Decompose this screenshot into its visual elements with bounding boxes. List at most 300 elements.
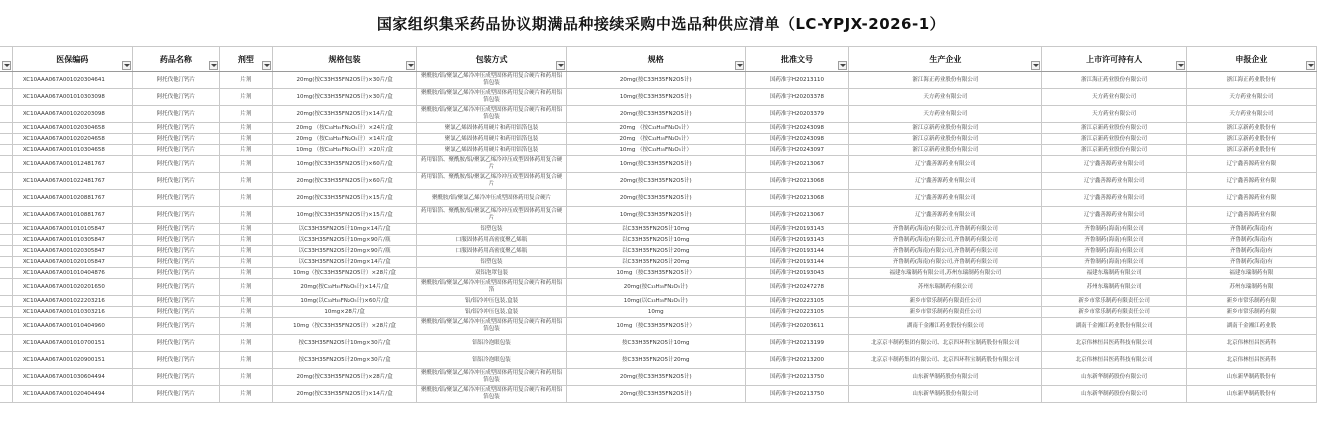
table-row bbox=[0, 369, 1317, 386]
cell-spec-package[interactable]: 20mg(按C₃₃H₃₅FN₂O₅计)×14片/盒 bbox=[272, 279, 417, 296]
cell-approval-no[interactable]: 国药准字H20243098 bbox=[745, 123, 849, 134]
cell-license-holder[interactable]: 齐鲁制药(海南)有限公司 bbox=[1042, 235, 1186, 246]
cell-index[interactable] bbox=[0, 352, 12, 369]
sheet-title: 国家组织集采药品协议期满品种接续采购中选品种供应清单（LC-YPJX-2026-1） bbox=[376, 14, 946, 33]
cell-drug-name[interactable]: 阿托伐他汀钙片 bbox=[132, 296, 220, 307]
table-row bbox=[0, 207, 1317, 224]
cell-approval-no[interactable]: 国药准字H20193143 bbox=[745, 224, 849, 235]
cell-spec[interactable]: 10mg （按C₃₃H₃₅FN₂O₅计） bbox=[566, 145, 745, 156]
cell-manufacturer[interactable]: 齐鲁制药(海南)有限公司,齐鲁制药有限公司 bbox=[849, 235, 1042, 246]
cell-manufacturer[interactable]: 新乡市常乐制药有限责任公司 bbox=[849, 307, 1042, 318]
cell-package-type[interactable]: 聚酰胺/铝/聚氯乙烯冷冲压成型固体药用复合硬片和药用铝箔包装 bbox=[417, 386, 566, 403]
cell-dosage-form[interactable]: 片剂 bbox=[220, 369, 273, 386]
cell-applicant[interactable]: 辽宁鑫善源药业有限 bbox=[1186, 173, 1316, 190]
cell-package-type[interactable]: 双铝泡罩包装 bbox=[417, 268, 566, 279]
cell-applicant[interactable]: 齐鲁制药(海南)有 bbox=[1186, 224, 1316, 235]
supply-list-table bbox=[0, 46, 1317, 403]
cell-spec[interactable]: 20mg(按C33H35FN2O5计) bbox=[566, 369, 745, 386]
cell-index[interactable] bbox=[0, 335, 12, 352]
cell-spec[interactable]: 10mg(按C33H35FN2O5计) bbox=[566, 156, 745, 173]
cell-insurance-code[interactable]: XC10AAA067A001010303216 bbox=[12, 307, 132, 318]
filter-dropdown-icon[interactable] bbox=[556, 61, 565, 70]
col-header-spec-package[interactable]: 规格包装 bbox=[272, 47, 417, 72]
cell-package-type[interactable]: 聚氯乙烯固体药用硬片和药用铝箔包装 bbox=[417, 134, 566, 145]
cell-package-type[interactable]: 铝铝冷泡眼包装 bbox=[417, 352, 566, 369]
cell-dosage-form[interactable]: 片剂 bbox=[220, 246, 273, 257]
cell-spec[interactable]: 按C33H35FN2O5计10mg bbox=[566, 335, 745, 352]
cell-insurance-code[interactable]: XC10AAA067A001020304641 bbox=[12, 72, 132, 89]
cell-manufacturer[interactable]: 苏州东瑞制药有限公司 bbox=[849, 279, 1042, 296]
cell-approval-no[interactable]: 国药准字H20213200 bbox=[745, 352, 849, 369]
cell-approval-no[interactable]: 国药准字H20193144 bbox=[745, 246, 849, 257]
cell-applicant[interactable]: 北京伟林恒昌医药科 bbox=[1186, 352, 1316, 369]
cell-license-holder[interactable]: 湖南千金湘江药业股份有限公司 bbox=[1042, 318, 1186, 335]
cell-approval-no[interactable]: 国药准字H20193143 bbox=[745, 235, 849, 246]
cell-dosage-form[interactable]: 片剂 bbox=[220, 386, 273, 403]
cell-spec-package[interactable]: 20mg(按C33H35FN2O5计)×14片/盒 bbox=[272, 106, 417, 123]
cell-license-holder[interactable]: 辽宁鑫善源药业有限公司 bbox=[1042, 173, 1186, 190]
cell-license-holder[interactable]: 新乡市常乐制药有限责任公司 bbox=[1042, 296, 1186, 307]
cell-approval-no[interactable]: 国药准字H20213067 bbox=[745, 156, 849, 173]
cell-package-type[interactable]: 铝/铝冷冲压包装,盒装 bbox=[417, 307, 566, 318]
cell-manufacturer[interactable]: 浙江海正药业股份有限公司 bbox=[849, 72, 1042, 89]
cell-drug-name[interactable]: 阿托伐他汀钙片 bbox=[132, 207, 220, 224]
cell-spec[interactable]: 以C33H35FN2O5计10mg bbox=[566, 224, 745, 235]
cell-package-type[interactable]: 药用铝箔、聚酰胺/铝/聚氯乙烯冷冲压成型固体药用复合硬片 bbox=[417, 156, 566, 173]
cell-spec[interactable]: 20mg(按C₃₃H₃₅FN₂O₅计) bbox=[566, 279, 745, 296]
cell-index[interactable] bbox=[0, 190, 12, 207]
cell-dosage-form[interactable]: 片剂 bbox=[220, 134, 273, 145]
cell-dosage-form[interactable]: 片剂 bbox=[220, 318, 273, 335]
cell-approval-no[interactable]: 国药准字H20243097 bbox=[745, 145, 849, 156]
cell-index[interactable] bbox=[0, 235, 12, 246]
cell-manufacturer[interactable]: 山东新华制药股份有限公司 bbox=[849, 369, 1042, 386]
cell-index[interactable] bbox=[0, 173, 12, 190]
cell-approval-no[interactable]: 国药准字H20203378 bbox=[745, 89, 849, 106]
cell-package-type[interactable]: 铝塑包装 bbox=[417, 257, 566, 268]
cell-spec[interactable]: 20mg （按C₃₃H₃₅FN₂O₅计） bbox=[566, 123, 745, 134]
cell-drug-name[interactable]: 阿托伐他汀钙片 bbox=[132, 123, 220, 134]
cell-spec[interactable]: 10mg(以C₃₃H₃₅FN₂O₅计) bbox=[566, 296, 745, 307]
col-header-spec[interactable]: 规格 bbox=[566, 47, 745, 72]
cell-spec-package[interactable]: 20mg(按C33H35FN2O5计)×60片/盒 bbox=[272, 173, 417, 190]
cell-spec-package[interactable]: 10mg （按C₃₃H₃₅FN₂O₅计）×20片/盒 bbox=[272, 145, 417, 156]
cell-applicant[interactable]: 浙江海正药业股份有 bbox=[1186, 72, 1316, 89]
header-row bbox=[0, 47, 1317, 72]
cell-package-type[interactable]: 聚酰胺/铝/聚氯乙烯冷冲压成型固体药用复合硬片 bbox=[417, 190, 566, 207]
cell-license-holder[interactable]: 天方药业有限公司 bbox=[1042, 106, 1186, 123]
cell-license-holder[interactable]: 天方药业有限公司 bbox=[1042, 89, 1186, 106]
table-row bbox=[0, 106, 1317, 123]
cell-dosage-form[interactable]: 片剂 bbox=[220, 235, 273, 246]
cell-dosage-form[interactable]: 片剂 bbox=[220, 89, 273, 106]
cell-drug-name[interactable]: 阿托伐他汀钙片 bbox=[132, 369, 220, 386]
cell-dosage-form[interactable]: 片剂 bbox=[220, 335, 273, 352]
cell-spec[interactable]: 以C33H35FN2O5计20mg bbox=[566, 257, 745, 268]
cell-package-type[interactable]: 口服固体药用高密度聚乙烯瓶 bbox=[417, 246, 566, 257]
cell-license-holder[interactable]: 山东新华制药股份有限公司 bbox=[1042, 386, 1186, 403]
cell-insurance-code[interactable]: XC10AAA067A001020881767 bbox=[12, 190, 132, 207]
cell-applicant[interactable]: 浙江京新药业股份有 bbox=[1186, 123, 1316, 134]
cell-insurance-code[interactable]: XC10AAA067A001010881767 bbox=[12, 207, 132, 224]
cell-spec[interactable]: 20mg(按C33H35FN2O5计) bbox=[566, 173, 745, 190]
cell-drug-name[interactable]: 阿托伐他汀钙片 bbox=[132, 156, 220, 173]
cell-approval-no[interactable]: 国药准字H20193144 bbox=[745, 257, 849, 268]
cell-spec-package[interactable]: 10mg(按C33H35FN2O5计)×30片/盒 bbox=[272, 89, 417, 106]
cell-approval-no[interactable]: 国药准字H20213199 bbox=[745, 335, 849, 352]
cell-drug-name[interactable]: 阿托伐他汀钙片 bbox=[132, 173, 220, 190]
filter-dropdown-icon[interactable] bbox=[838, 61, 847, 70]
cell-index[interactable] bbox=[0, 257, 12, 268]
cell-index[interactable] bbox=[0, 268, 12, 279]
cell-insurance-code[interactable]: XC10AAA067A001030604494 bbox=[12, 369, 132, 386]
cell-spec-package[interactable]: 以C33H35FN2O5计20mg×14片/盒 bbox=[272, 257, 417, 268]
cell-drug-name[interactable]: 阿托伐他汀钙片 bbox=[132, 106, 220, 123]
cell-index[interactable] bbox=[0, 123, 12, 134]
cell-license-holder[interactable]: 浙江京新药业股份有限公司 bbox=[1042, 123, 1186, 134]
filter-dropdown-icon[interactable] bbox=[2, 61, 11, 70]
cell-index[interactable] bbox=[0, 207, 12, 224]
cell-manufacturer[interactable]: 北京京丰制药集团有限公司、北京四环科宝制药股份有限公司 bbox=[849, 335, 1042, 352]
table-row bbox=[0, 352, 1317, 369]
col-header-drug-name[interactable]: 药品名称 bbox=[132, 47, 220, 72]
cell-index[interactable] bbox=[0, 145, 12, 156]
cell-spec-package[interactable]: 10mg(以C₃₃H₃₅FN₂O₅计)×60片/盒 bbox=[272, 296, 417, 307]
cell-spec[interactable]: 20mg(按C33H35FN2O5计) bbox=[566, 386, 745, 403]
cell-dosage-form[interactable]: 片剂 bbox=[220, 106, 273, 123]
table-row bbox=[0, 123, 1317, 134]
cell-dosage-form[interactable]: 片剂 bbox=[220, 279, 273, 296]
cell-dosage-form[interactable]: 片剂 bbox=[220, 257, 273, 268]
cell-applicant[interactable]: 天方药业有限公司 bbox=[1186, 89, 1316, 106]
cell-manufacturer[interactable]: 辽宁鑫善源药业有限公司 bbox=[849, 173, 1042, 190]
cell-package-type[interactable]: 铝/铝冷冲压包装,盒装 bbox=[417, 296, 566, 307]
cell-license-holder[interactable]: 北京伟林恒昌医药科技有限公司 bbox=[1042, 352, 1186, 369]
cell-applicant[interactable]: 山东新华制药股份有 bbox=[1186, 386, 1316, 403]
cell-license-holder[interactable]: 苏州东瑞制药有限公司 bbox=[1042, 279, 1186, 296]
table-row bbox=[0, 335, 1317, 352]
cell-insurance-code[interactable]: XC10AAA067A001010305847 bbox=[12, 235, 132, 246]
cell-approval-no[interactable]: 国药准字H20213067 bbox=[745, 207, 849, 224]
cell-package-type[interactable]: 聚氯乙烯固体药用硬片和药用铝箔包装 bbox=[417, 123, 566, 134]
filter-dropdown-icon[interactable] bbox=[1031, 61, 1040, 70]
cell-index[interactable] bbox=[0, 106, 12, 123]
cell-dosage-form[interactable]: 片剂 bbox=[220, 173, 273, 190]
table-row bbox=[0, 224, 1317, 235]
table-row bbox=[0, 307, 1317, 318]
cell-package-type[interactable]: 聚酰胺/铝/聚氯乙烯冷冲压成型固体药用复合硬片和药用铝箔 bbox=[417, 279, 566, 296]
cell-index[interactable] bbox=[0, 224, 12, 235]
cell-license-holder[interactable]: 辽宁鑫善源药业有限公司 bbox=[1042, 156, 1186, 173]
cell-spec-package[interactable]: 以C33H35FN2O5计20mg×90片/瓶 bbox=[272, 246, 417, 257]
cell-applicant[interactable]: 山东新华制药股份有 bbox=[1186, 369, 1316, 386]
cell-approval-no[interactable]: 国药准字H20223105 bbox=[745, 307, 849, 318]
cell-applicant[interactable]: 北京伟林恒昌医药科 bbox=[1186, 335, 1316, 352]
cell-drug-name[interactable]: 阿托伐他汀钙片 bbox=[132, 235, 220, 246]
cell-approval-no[interactable]: 国药准字H20193043 bbox=[745, 268, 849, 279]
cell-package-type[interactable]: 聚酰胺/铝/聚氯乙烯冷冲压成型固体药用复合硬片和药用铝箔包装 bbox=[417, 318, 566, 335]
cell-spec-package[interactable]: 10mg×28片/盒 bbox=[272, 307, 417, 318]
cell-approval-no[interactable]: 国药准字H20203611 bbox=[745, 318, 849, 335]
cell-spec[interactable]: 按C33H35FN2O5计20mg bbox=[566, 352, 745, 369]
cell-spec[interactable]: 10mg bbox=[566, 307, 745, 318]
cell-spec-package[interactable]: 20mg （按C₃₃H₃₅FN₂O₅计）×14片/盒 bbox=[272, 134, 417, 145]
cell-index[interactable] bbox=[0, 89, 12, 106]
cell-approval-no[interactable]: 国药准字H20213110 bbox=[745, 72, 849, 89]
cell-approval-no[interactable]: 国药准字H20223105 bbox=[745, 296, 849, 307]
cell-license-holder[interactable]: 北京伟林恒昌医药科技有限公司 bbox=[1042, 335, 1186, 352]
cell-index[interactable] bbox=[0, 246, 12, 257]
cell-insurance-code[interactable]: XC10AAA067A001022481767 bbox=[12, 173, 132, 190]
cell-dosage-form[interactable]: 片剂 bbox=[220, 296, 273, 307]
cell-applicant[interactable]: 苏州东瑞制药有限 bbox=[1186, 279, 1316, 296]
cell-approval-no[interactable]: 国药准字H20213750 bbox=[745, 386, 849, 403]
cell-dosage-form[interactable]: 片剂 bbox=[220, 207, 273, 224]
cell-package-type[interactable]: 聚酰胺/铝/聚氯乙烯冷冲压成型固体药用复合硬片和药用铝箔包装 bbox=[417, 72, 566, 89]
cell-dosage-form[interactable]: 片剂 bbox=[220, 156, 273, 173]
cell-drug-name[interactable]: 阿托伐他汀钙片 bbox=[132, 318, 220, 335]
cell-applicant[interactable]: 浙江京新药业股份有 bbox=[1186, 134, 1316, 145]
cell-insurance-code[interactable]: XC10AAA067A001020204658 bbox=[12, 134, 132, 145]
filter-dropdown-icon[interactable] bbox=[1176, 61, 1185, 70]
cell-approval-no[interactable]: 国药准字H20247278 bbox=[745, 279, 849, 296]
cell-insurance-code[interactable]: XC10AAA067A001022203216 bbox=[12, 296, 132, 307]
cell-spec-package[interactable]: 20mg(按C33H35FN2O5计)×15片/盒 bbox=[272, 190, 417, 207]
cell-insurance-code[interactable]: XC10AAA067A001010303098 bbox=[12, 89, 132, 106]
cell-index[interactable] bbox=[0, 279, 12, 296]
cell-package-type[interactable]: 铝塑包装 bbox=[417, 224, 566, 235]
cell-applicant[interactable]: 浙江京新药业股份有 bbox=[1186, 145, 1316, 156]
cell-index[interactable] bbox=[0, 369, 12, 386]
cell-spec-package[interactable]: 20mg(按C33H35FN2O5计)×28片/盒 bbox=[272, 369, 417, 386]
cell-spec[interactable]: 以C33H35FN2O5计20mg bbox=[566, 246, 745, 257]
cell-insurance-code[interactable]: XC10AAA067A001020404494 bbox=[12, 386, 132, 403]
cell-drug-name[interactable]: 阿托伐他汀钙片 bbox=[132, 145, 220, 156]
cell-manufacturer[interactable]: 齐鲁制药(海南)有限公司,齐鲁制药有限公司 bbox=[849, 246, 1042, 257]
cell-license-holder[interactable]: 浙江京新药业股份有限公司 bbox=[1042, 145, 1186, 156]
table-row bbox=[0, 145, 1317, 156]
cell-spec-package[interactable]: 以C33H35FN2O5计10mg×90片/瓶 bbox=[272, 235, 417, 246]
cell-spec[interactable]: 20mg （按C₃₃H₃₅FN₂O₅计） bbox=[566, 134, 745, 145]
cell-approval-no[interactable]: 国药准字H20243098 bbox=[745, 134, 849, 145]
cell-index[interactable] bbox=[0, 156, 12, 173]
cell-insurance-code[interactable]: XC10AAA067A001012481767 bbox=[12, 156, 132, 173]
cell-manufacturer[interactable]: 辽宁鑫善源药业有限公司 bbox=[849, 190, 1042, 207]
cell-manufacturer[interactable]: 山东新华制药股份有限公司 bbox=[849, 386, 1042, 403]
cell-manufacturer[interactable]: 浙江京新药业股份有限公司 bbox=[849, 145, 1042, 156]
cell-manufacturer[interactable]: 浙江京新药业股份有限公司 bbox=[849, 134, 1042, 145]
cell-spec-package[interactable]: 按C33H35FN2O5计20mg×30片/盒 bbox=[272, 352, 417, 369]
cell-license-holder[interactable]: 山东新华制药股份有限公司 bbox=[1042, 369, 1186, 386]
table-row bbox=[0, 318, 1317, 335]
cell-manufacturer[interactable]: 天方药业有限公司 bbox=[849, 106, 1042, 123]
table-row bbox=[0, 246, 1317, 257]
cell-applicant[interactable]: 齐鲁制药(海南)有 bbox=[1186, 246, 1316, 257]
cell-insurance-code[interactable]: XC10AAA067A001020105847 bbox=[12, 257, 132, 268]
table-row bbox=[0, 386, 1317, 403]
cell-spec[interactable]: 20mg(按C33H35FN2O5计) bbox=[566, 72, 745, 89]
cell-spec-package[interactable]: 20mg （按C₃₃H₃₅FN₂O₅计）×24片/盒 bbox=[272, 123, 417, 134]
cell-package-type[interactable]: 铝铝冷泡眼包装 bbox=[417, 335, 566, 352]
cell-spec-package[interactable]: 10mg(按C33H35FN2O5计)×60片/盒 bbox=[272, 156, 417, 173]
cell-spec-package[interactable]: 10mg（按C33H35FN2O5计）×28片/盒 bbox=[272, 318, 417, 335]
cell-drug-name[interactable]: 阿托伐他汀钙片 bbox=[132, 352, 220, 369]
cell-spec-package[interactable]: 按C33H35FN2O5计10mg×30片/盒 bbox=[272, 335, 417, 352]
cell-drug-name[interactable]: 阿托伐他汀钙片 bbox=[132, 224, 220, 235]
cell-drug-name[interactable]: 阿托伐他汀钙片 bbox=[132, 307, 220, 318]
cell-applicant[interactable]: 辽宁鑫善源药业有限 bbox=[1186, 190, 1316, 207]
cell-drug-name[interactable]: 阿托伐他汀钙片 bbox=[132, 134, 220, 145]
filter-dropdown-icon[interactable] bbox=[1306, 61, 1315, 70]
cell-manufacturer[interactable]: 齐鲁制药(海南)有限公司,齐鲁制药有限公司 bbox=[849, 224, 1042, 235]
cell-applicant[interactable]: 齐鲁制药(海南)有 bbox=[1186, 257, 1316, 268]
cell-spec[interactable]: 10mg(按C33H35FN2O5计) bbox=[566, 207, 745, 224]
cell-approval-no[interactable]: 国药准字H20213068 bbox=[745, 190, 849, 207]
cell-spec[interactable]: 10mg(按C33H35FN2O5计) bbox=[566, 89, 745, 106]
cell-package-type[interactable]: 聚酰胺/铝/聚氯乙烯冷冲压成型固体药用复合硬片和药用铝箔包装 bbox=[417, 369, 566, 386]
col-header-manufacturer[interactable]: 生产企业 bbox=[849, 47, 1042, 72]
cell-spec-package[interactable]: 20mg(按C33H35FN2O5计)×14片/盒 bbox=[272, 386, 417, 403]
cell-license-holder[interactable]: 齐鲁制药(海南)有限公司 bbox=[1042, 257, 1186, 268]
filter-dropdown-icon[interactable] bbox=[122, 61, 131, 70]
col-header-package-type[interactable]: 包装方式 bbox=[417, 47, 566, 72]
filter-dropdown-icon[interactable] bbox=[406, 61, 415, 70]
col-header-applicant[interactable]: 申报企业 bbox=[1186, 47, 1316, 72]
cell-manufacturer[interactable]: 新乡市常乐制药有限责任公司 bbox=[849, 296, 1042, 307]
col-header-approval-no[interactable]: 批准文号 bbox=[745, 47, 849, 72]
cell-index[interactable] bbox=[0, 72, 12, 89]
cell-applicant[interactable]: 福建东瑞制药有限 bbox=[1186, 268, 1316, 279]
cell-applicant[interactable]: 新乡市常乐制药有限 bbox=[1186, 307, 1316, 318]
table-row bbox=[0, 279, 1317, 296]
cell-package-type[interactable]: 药用铝箔、聚酰胺/铝/聚氯乙烯冷冲压成型固体药用复合硬片 bbox=[417, 207, 566, 224]
cell-insurance-code[interactable]: XC10AAA067A001010304658 bbox=[12, 145, 132, 156]
cell-license-holder[interactable]: 浙江京新药业股份有限公司 bbox=[1042, 134, 1186, 145]
cell-insurance-code[interactable]: XC10AAA067A001010404876 bbox=[12, 268, 132, 279]
cell-manufacturer[interactable]: 湖南千金湘江药业股份有限公司 bbox=[849, 318, 1042, 335]
cell-license-holder[interactable]: 辽宁鑫善源药业有限公司 bbox=[1042, 207, 1186, 224]
cell-drug-name[interactable]: 阿托伐他汀钙片 bbox=[132, 335, 220, 352]
cell-spec[interactable]: 20mg(按C33H35FN2O5计) bbox=[566, 190, 745, 207]
table-row bbox=[0, 89, 1317, 106]
cell-applicant[interactable]: 齐鲁制药(海南)有 bbox=[1186, 235, 1316, 246]
table-row bbox=[0, 235, 1317, 246]
cell-insurance-code[interactable]: XC10AAA067A001020304658 bbox=[12, 123, 132, 134]
cell-manufacturer[interactable]: 辽宁鑫善源药业有限公司 bbox=[849, 207, 1042, 224]
cell-approval-no[interactable]: 国药准字H20213068 bbox=[745, 173, 849, 190]
cell-package-type[interactable]: 聚酰胺/铝/聚氯乙烯冷冲压成型固体药用复合硬片和药用铝箔包装 bbox=[417, 89, 566, 106]
cell-drug-name[interactable]: 阿托伐他汀钙片 bbox=[132, 72, 220, 89]
cell-drug-name[interactable]: 阿托伐他汀钙片 bbox=[132, 386, 220, 403]
cell-index[interactable] bbox=[0, 134, 12, 145]
cell-index[interactable] bbox=[0, 296, 12, 307]
cell-manufacturer[interactable]: 辽宁鑫善源药业有限公司 bbox=[849, 156, 1042, 173]
cell-dosage-form[interactable]: 片剂 bbox=[220, 123, 273, 134]
cell-spec-package[interactable]: 20mg(按C33H35FN2O5计)×30片/盒 bbox=[272, 72, 417, 89]
col-header-license-holder[interactable]: 上市许可持有人 bbox=[1042, 47, 1186, 72]
filter-dropdown-icon[interactable] bbox=[735, 61, 744, 70]
cell-package-type[interactable]: 口服固体药用高密度聚乙烯瓶 bbox=[417, 235, 566, 246]
cell-applicant[interactable]: 新乡市常乐制药有限 bbox=[1186, 296, 1316, 307]
cell-dosage-form[interactable]: 片剂 bbox=[220, 352, 273, 369]
cell-insurance-code[interactable]: XC10AAA067A001010404960 bbox=[12, 318, 132, 335]
cell-spec-package[interactable]: 10mg(按C33H35FN2O5计)×15片/盒 bbox=[272, 207, 417, 224]
cell-drug-name[interactable]: 阿托伐他汀钙片 bbox=[132, 268, 220, 279]
cell-insurance-code[interactable]: XC10AAA067A001020203098 bbox=[12, 106, 132, 123]
cell-dosage-form[interactable]: 片剂 bbox=[220, 72, 273, 89]
cell-insurance-code[interactable]: XC10AAA067A001020900151 bbox=[12, 352, 132, 369]
filter-dropdown-icon[interactable] bbox=[209, 61, 218, 70]
cell-applicant[interactable]: 辽宁鑫善源药业有限 bbox=[1186, 156, 1316, 173]
cell-approval-no[interactable]: 国药准字H20213750 bbox=[745, 369, 849, 386]
col-header-dosage-form[interactable]: 剂型 bbox=[220, 47, 273, 72]
cell-license-holder[interactable]: 齐鲁制药(海南)有限公司 bbox=[1042, 224, 1186, 235]
cell-insurance-code[interactable]: XC10AAA067A001010105847 bbox=[12, 224, 132, 235]
table-row bbox=[0, 173, 1317, 190]
table-row bbox=[0, 190, 1317, 207]
cell-dosage-form[interactable]: 片剂 bbox=[220, 190, 273, 207]
cell-spec-package[interactable]: 10mg（按C33H35FN2O5计）×28片/盒 bbox=[272, 268, 417, 279]
cell-spec[interactable]: 10mg（按C33H35FN2O5计） bbox=[566, 318, 745, 335]
cell-drug-name[interactable]: 阿托伐他汀钙片 bbox=[132, 190, 220, 207]
cell-manufacturer[interactable]: 北京京丰制药集团有限公司、北京四环科宝制药股份有限公司 bbox=[849, 352, 1042, 369]
col-header-insurance-code[interactable]: 医保编码 bbox=[12, 47, 132, 72]
cell-license-holder[interactable]: 齐鲁制药(海南)有限公司 bbox=[1042, 246, 1186, 257]
table-row bbox=[0, 296, 1317, 307]
cell-drug-name[interactable]: 阿托伐他汀钙片 bbox=[132, 279, 220, 296]
cell-license-holder[interactable]: 福建东瑞制药有限公司 bbox=[1042, 268, 1186, 279]
cell-license-holder[interactable]: 辽宁鑫善源药业有限公司 bbox=[1042, 190, 1186, 207]
col-header-index[interactable] bbox=[0, 47, 12, 72]
cell-manufacturer[interactable]: 浙江京新药业股份有限公司 bbox=[849, 123, 1042, 134]
cell-index[interactable] bbox=[0, 318, 12, 335]
cell-index[interactable] bbox=[0, 307, 12, 318]
table-row bbox=[0, 257, 1317, 268]
cell-dosage-form[interactable]: 片剂 bbox=[220, 145, 273, 156]
cell-applicant[interactable]: 辽宁鑫善源药业有限 bbox=[1186, 207, 1316, 224]
cell-package-type[interactable]: 药用铝箔、聚酰胺/铝/聚氯乙烯冷冲压成型固体药用复合硬片 bbox=[417, 173, 566, 190]
table-row bbox=[0, 134, 1317, 145]
cell-dosage-form[interactable]: 片剂 bbox=[220, 224, 273, 235]
cell-spec-package[interactable]: 以C33H35FN2O5计10mg×14片/盒 bbox=[272, 224, 417, 235]
cell-approval-no[interactable]: 国药准字H20203379 bbox=[745, 106, 849, 123]
cell-drug-name[interactable]: 阿托伐他汀钙片 bbox=[132, 257, 220, 268]
cell-applicant[interactable]: 天方药业有限公司 bbox=[1186, 106, 1316, 123]
cell-manufacturer[interactable]: 福建东瑞制药有限公司,苏州东瑞制药有限公司 bbox=[849, 268, 1042, 279]
cell-applicant[interactable]: 湖南千金湘江药业股 bbox=[1186, 318, 1316, 335]
cell-manufacturer[interactable]: 天方药业有限公司 bbox=[849, 89, 1042, 106]
table-row bbox=[0, 72, 1317, 89]
cell-index[interactable] bbox=[0, 386, 12, 403]
cell-spec[interactable]: 20mg(按C33H35FN2O5计) bbox=[566, 106, 745, 123]
cell-dosage-form[interactable]: 片剂 bbox=[220, 307, 273, 318]
cell-spec[interactable]: 以C33H35FN2O5计10mg bbox=[566, 235, 745, 246]
cell-drug-name[interactable]: 阿托伐他汀钙片 bbox=[132, 89, 220, 106]
cell-license-holder[interactable]: 浙江海正药业股份有限公司 bbox=[1042, 72, 1186, 89]
cell-drug-name[interactable]: 阿托伐他汀钙片 bbox=[132, 246, 220, 257]
cell-insurance-code[interactable]: XC10AAA067A001020201650 bbox=[12, 279, 132, 296]
cell-dosage-form[interactable]: 片剂 bbox=[220, 268, 273, 279]
cell-insurance-code[interactable]: XC10AAA067A001020305847 bbox=[12, 246, 132, 257]
cell-spec[interactable]: 10mg（按C33H35FN2O5计） bbox=[566, 268, 745, 279]
cell-manufacturer[interactable]: 齐鲁制药(海南)有限公司,齐鲁制药有限公司 bbox=[849, 257, 1042, 268]
cell-package-type[interactable]: 聚酰胺/铝/聚氯乙烯冷冲压成型固体药用复合硬片和药用铝箔包装 bbox=[417, 106, 566, 123]
cell-license-holder[interactable]: 新乡市常乐制药有限责任公司 bbox=[1042, 307, 1186, 318]
table-row bbox=[0, 268, 1317, 279]
cell-insurance-code[interactable]: XC10AAA067A001010700151 bbox=[12, 335, 132, 352]
filter-dropdown-icon[interactable] bbox=[262, 61, 271, 70]
cell-package-type[interactable]: 聚氯乙烯固体药用硬片和药用铝箔包装 bbox=[417, 145, 566, 156]
